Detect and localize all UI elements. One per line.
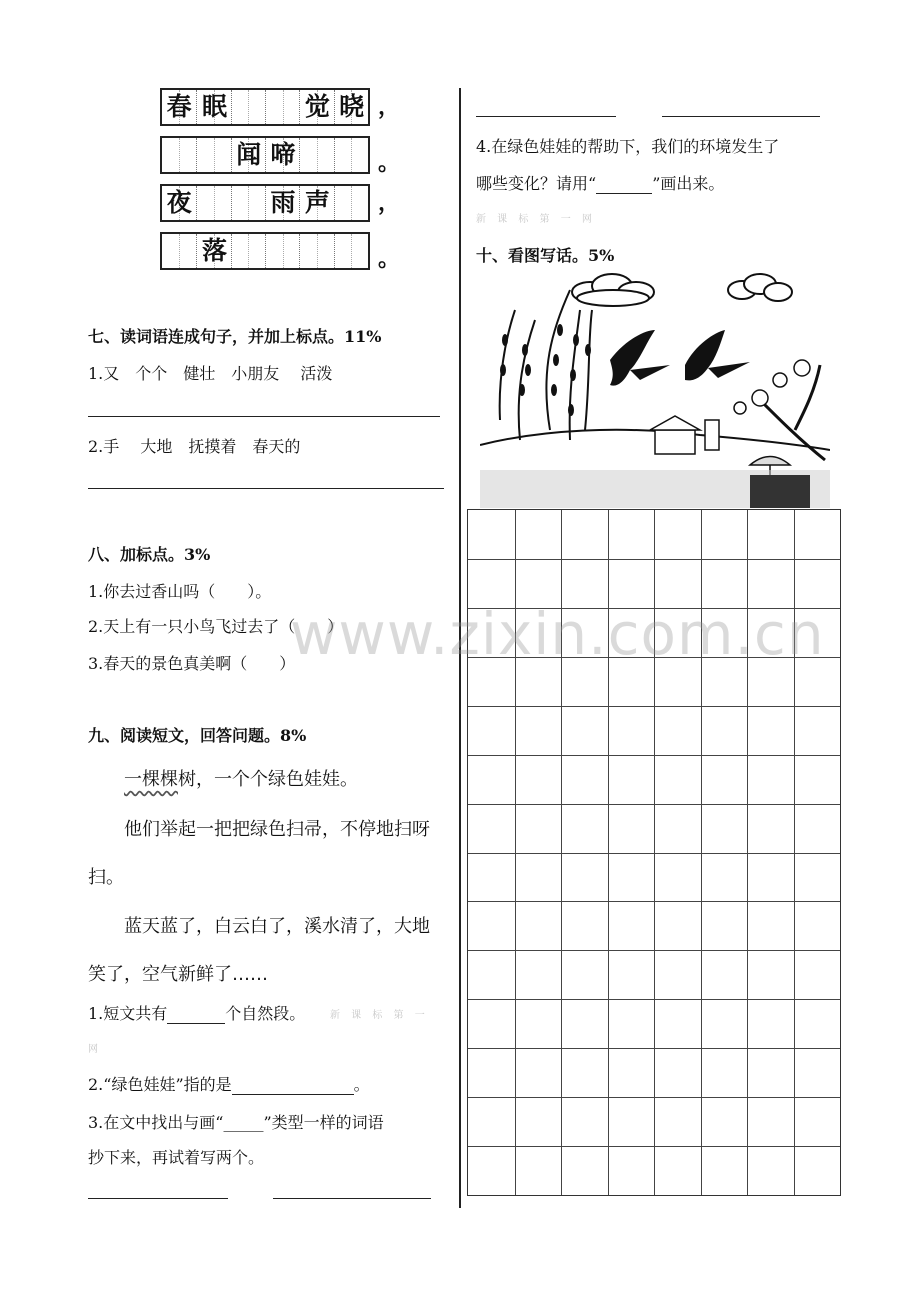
section-9-q4b: 哪些变化？请用“ ”画出来。 — [476, 174, 725, 193]
section-8-heading: 八、加标点。3% — [88, 545, 211, 564]
passage-paragraph-2a: 他们举起一把把绿色扫帚，不停地扫呀 — [124, 819, 430, 840]
section-7-q2: 2.手 大地 抚摸着 春天的 — [88, 437, 301, 456]
section-8-q3: 3.春天的景色真美啊（ ） — [88, 654, 296, 673]
section-8-q1: 1.你去过香山吗（ ）。 — [88, 582, 272, 601]
poem-blank-cell[interactable] — [231, 90, 265, 124]
answer-line[interactable] — [88, 488, 444, 489]
grid-row-line — [468, 853, 840, 854]
poem-char: 雨 — [270, 188, 296, 217]
passage-paragraph-3a: 蓝天蓝了，白云白了，溪水清了，大地 — [124, 916, 430, 937]
section-9-q3a: 3.在文中找出与画“_____”类型一样的词语 — [88, 1113, 384, 1132]
faint-watermark-text: 新 课 标 第 一 — [330, 1010, 429, 1021]
grid-row-line — [468, 1048, 840, 1049]
section-7-q1: 1.又 个个 健壮 小朋友 活泼 — [88, 364, 333, 383]
answer-line[interactable] — [273, 1198, 431, 1199]
poem-char-cell — [162, 186, 196, 220]
blank-field[interactable] — [232, 1075, 354, 1095]
poem-char: 眠 — [201, 92, 227, 121]
poem-char-cell — [334, 90, 368, 124]
poem-char: 声 — [304, 188, 330, 217]
underlined-word: 一棵棵 — [124, 769, 178, 790]
grid-row-line — [468, 804, 840, 805]
poem-char-cell — [299, 90, 333, 124]
grid-row-line — [468, 950, 840, 951]
answer-line[interactable] — [88, 1198, 228, 1199]
poem-blank-cell[interactable] — [196, 186, 230, 220]
poem-blank-cell[interactable] — [299, 234, 333, 268]
poem-blank-cell[interactable] — [231, 186, 265, 220]
blank-field[interactable] — [596, 174, 652, 194]
house-icon — [705, 420, 719, 450]
paragraph-1-text: 树，一个个绿色娃娃。 — [178, 769, 358, 790]
passage-paragraph-2b: 扫。 — [88, 867, 124, 888]
grid-row-line — [468, 1097, 840, 1098]
answer-line[interactable] — [88, 416, 440, 417]
poem-char: 闻 — [236, 140, 262, 169]
grid-row-line — [468, 706, 840, 707]
faint-watermark-text: 网 — [88, 1044, 102, 1055]
poem-blank-cell[interactable] — [334, 234, 368, 268]
section-10-heading: 十、看图写话。5% — [476, 246, 615, 265]
poem-punctuation: 。 — [378, 151, 401, 176]
poem-char-cell — [265, 138, 299, 172]
section-9-heading: 九、阅读短文，回答问题。8% — [88, 726, 307, 745]
watermark: www.zixin.com.cn — [290, 600, 825, 668]
poem-blank-cell[interactable] — [334, 186, 368, 220]
poem-blank-cell[interactable] — [162, 234, 196, 268]
poem-row — [160, 88, 370, 126]
section-9-q1: 1.短文共有 个自然段。 — [88, 1004, 306, 1023]
grid-row-line — [468, 901, 840, 902]
poem-char: 夜 — [166, 188, 192, 217]
section-8-q2: 2.天上有一只小鸟飞过去了（ ） — [88, 617, 344, 636]
section-7-heading: 七、读词语连成句子，并加上标点。11% — [88, 327, 382, 346]
poem-row — [160, 136, 370, 174]
answer-line[interactable] — [662, 116, 820, 117]
poem-char: 啼 — [270, 140, 296, 169]
section-9-q4a: 4.在绿色娃娃的帮助下，我们的环境发生了 — [476, 137, 780, 156]
poem-char-cell — [265, 186, 299, 220]
blank-field[interactable] — [167, 1004, 225, 1024]
poem-blank-cell[interactable] — [334, 138, 368, 172]
poem-blank-cell[interactable] — [299, 138, 333, 172]
faint-watermark-text: 新 课 标 第 一 网 — [476, 214, 596, 225]
poem-blank-cell[interactable] — [196, 138, 230, 172]
passage-paragraph-1 — [124, 765, 358, 791]
poem-row — [160, 184, 370, 222]
poem-row — [160, 232, 370, 270]
section-9-q2: 2.“绿色娃娃”指的是 。 — [88, 1075, 370, 1094]
poem-char: 春 — [166, 92, 192, 121]
poem-blank-cell[interactable] — [231, 234, 265, 268]
poem-blank-cell[interactable] — [162, 138, 196, 172]
poem-char-cell — [299, 186, 333, 220]
grid-row-line — [468, 755, 840, 756]
passage-paragraph-3b: 笑了，空气新鲜了…… — [88, 964, 268, 985]
spring-scene-picture — [480, 270, 830, 508]
poem-char-cell — [231, 138, 265, 172]
grid-row-line — [468, 999, 840, 1000]
poem-char: 觉 — [304, 92, 330, 121]
answer-line[interactable] — [476, 116, 616, 117]
poem-punctuation: ， — [378, 95, 401, 120]
section-9-q3b: 抄下来，再试着写两个。 — [88, 1148, 265, 1167]
grid-row-line — [468, 559, 840, 560]
grid-row-line — [468, 1146, 840, 1147]
poem-char-cell — [196, 234, 230, 268]
poem-blank-cell[interactable] — [265, 234, 299, 268]
poem-char-cell — [196, 90, 230, 124]
poem-punctuation: 。 — [378, 247, 401, 272]
poem-blank-cell[interactable] — [265, 90, 299, 124]
poem-punctuation: ， — [378, 191, 401, 216]
poem-char: 落 — [201, 236, 227, 265]
poem-char-cell — [162, 90, 196, 124]
poem-char: 晓 — [339, 92, 365, 121]
